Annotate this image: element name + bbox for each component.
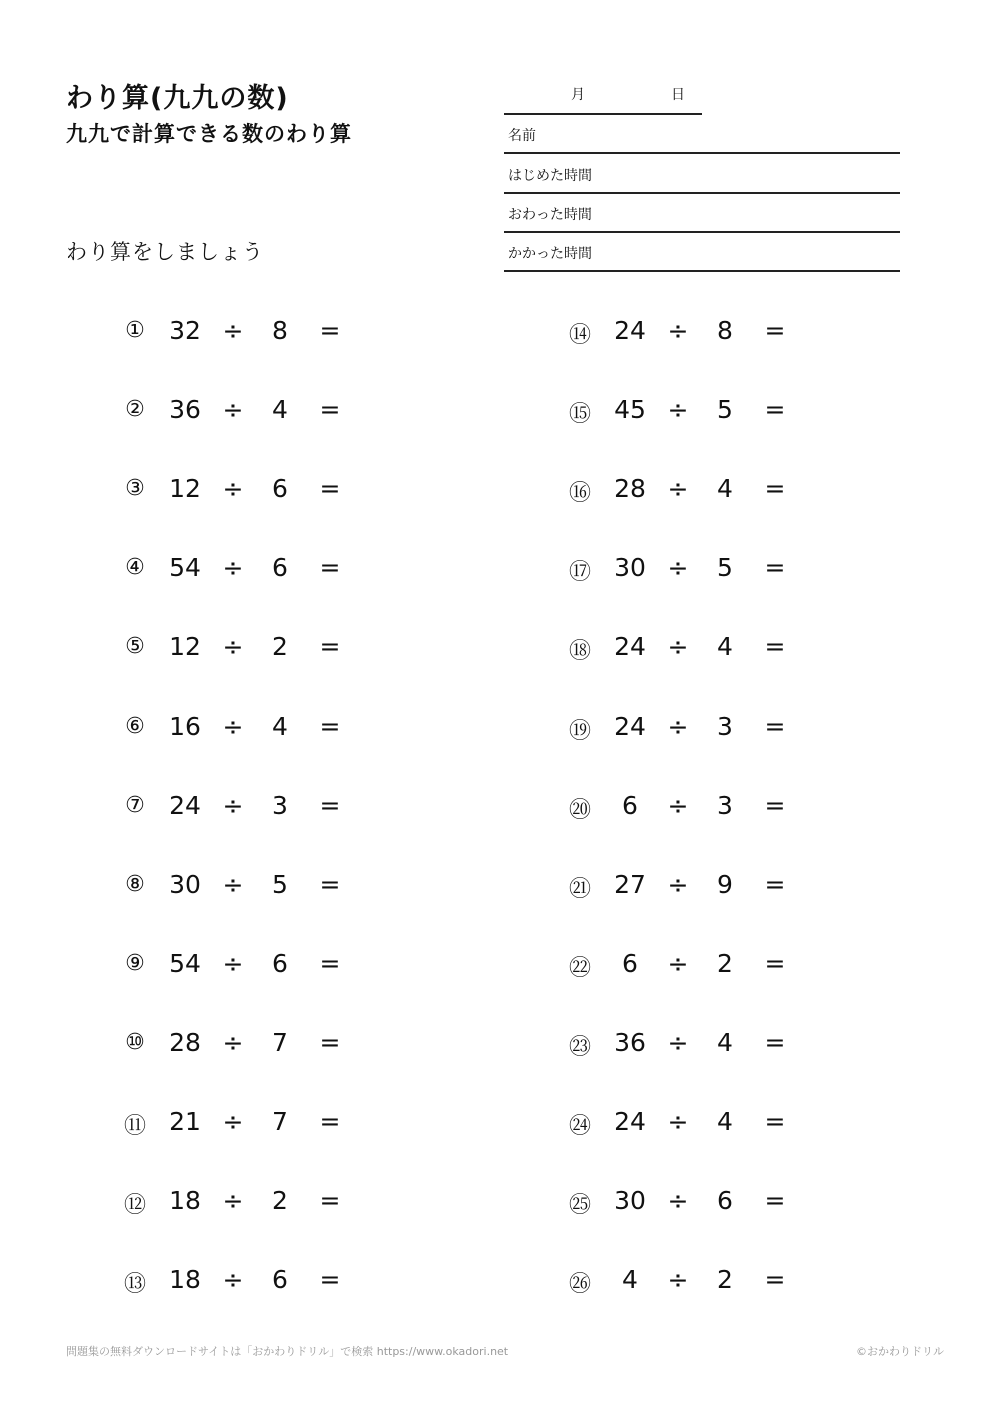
divide-sign: ÷ (222, 395, 244, 425)
elapsed-time-label: かかった時間 (508, 246, 592, 262)
problem-number: ⑦ (125, 792, 145, 818)
divisor: 2 (272, 1186, 288, 1216)
divisor: 2 (272, 632, 288, 662)
problem-number: ⑪ (123, 1114, 146, 1139)
problem-number: ⑨ (125, 950, 145, 976)
dividend: 45 (614, 395, 646, 425)
divisor: 7 (272, 1107, 288, 1136)
end-time-label: おわった時間 (508, 207, 592, 223)
dividend: 54 (169, 553, 201, 583)
dividend: 4 (622, 1265, 638, 1295)
equals-sign: = (319, 474, 341, 504)
divisor: 6 (717, 1186, 733, 1216)
equals-sign: = (764, 1107, 786, 1136)
divisor: 6 (272, 948, 288, 978)
dividend: 18 (169, 1265, 201, 1295)
divide-sign: ÷ (222, 632, 244, 662)
equals-sign: = (319, 790, 341, 820)
problem-number: ㉓ (568, 1034, 591, 1060)
equals-sign: = (319, 869, 341, 899)
problem-number: ⑳ (568, 797, 591, 823)
divisor: 4 (717, 474, 733, 504)
divide-sign: ÷ (222, 553, 244, 583)
dividend: 24 (614, 1107, 646, 1136)
problem-number: ㉒ (568, 955, 591, 981)
date-field (504, 84, 702, 115)
dividend: 30 (169, 869, 201, 899)
divisor: 5 (717, 395, 733, 425)
divide-sign: ÷ (667, 1265, 689, 1295)
month-label: 月 (571, 87, 585, 103)
dividend: 6 (622, 948, 638, 978)
divide-sign: ÷ (222, 1265, 244, 1295)
equals-sign: = (319, 632, 341, 662)
problem-number: ① (125, 318, 145, 343)
problem-number: ⑰ (568, 560, 591, 586)
divide-sign: ÷ (667, 1186, 689, 1216)
dividend: 12 (169, 632, 201, 662)
equals-sign: = (764, 1186, 786, 1216)
divisor: 6 (272, 553, 288, 583)
problem-number: ㉕ (568, 1193, 591, 1219)
divisor: 2 (717, 948, 733, 978)
divisor: 6 (272, 1265, 288, 1295)
divide-sign: ÷ (667, 632, 689, 662)
divide-sign: ÷ (222, 1186, 244, 1216)
start-time-field (504, 155, 900, 194)
divide-sign: ÷ (667, 1107, 689, 1136)
name-label: 名前 (508, 128, 536, 144)
dividend: 16 (169, 711, 201, 741)
divisor: 3 (272, 790, 288, 820)
dividend: 36 (614, 1027, 646, 1057)
problem-number: ⑭ (568, 323, 591, 348)
dividend: 24 (614, 316, 646, 345)
divide-sign: ÷ (222, 869, 244, 899)
equals-sign: = (319, 316, 341, 345)
problem-number: ④ (125, 555, 145, 581)
divide-sign: ÷ (667, 474, 689, 504)
equals-sign: = (764, 790, 786, 820)
page-title: わり算(九九の数) (66, 83, 289, 114)
equals-sign: = (319, 1107, 341, 1136)
divide-sign: ÷ (222, 1027, 244, 1057)
start-time-label: はじめた時間 (508, 168, 592, 184)
divide-sign: ÷ (667, 1027, 689, 1057)
divisor: 6 (272, 474, 288, 504)
problem-number: ㉑ (568, 876, 591, 902)
problem-number: ㉖ (568, 1272, 591, 1298)
elapsed-time-field (504, 233, 900, 272)
equals-sign: = (764, 553, 786, 583)
problem-number: ⑩ (125, 1029, 145, 1055)
equals-sign: = (764, 1027, 786, 1057)
dividend: 54 (169, 948, 201, 978)
problem-number: ⑯ (568, 481, 591, 507)
equals-sign: = (319, 711, 341, 741)
dividend: 21 (169, 1107, 201, 1136)
problem-number: ⑧ (125, 871, 145, 897)
equals-sign: = (764, 711, 786, 741)
dividend: 30 (614, 1186, 646, 1216)
divide-sign: ÷ (667, 869, 689, 899)
problem-number: ⑬ (123, 1272, 146, 1298)
equals-sign: = (319, 1027, 341, 1057)
equals-sign: = (764, 948, 786, 978)
equals-sign: = (764, 869, 786, 899)
divisor: 4 (717, 1107, 733, 1136)
divisor: 8 (717, 316, 733, 345)
dividend: 30 (614, 553, 646, 583)
instruction-text: わり算をしましょう (66, 240, 264, 264)
dividend: 24 (614, 711, 646, 741)
equals-sign: = (764, 474, 786, 504)
equals-sign: = (764, 1265, 786, 1295)
divide-sign: ÷ (667, 316, 689, 345)
problem-number: ③ (125, 476, 145, 502)
divisor: 3 (717, 790, 733, 820)
dividend: 12 (169, 474, 201, 504)
problem-number: ㉔ (568, 1114, 591, 1139)
dividend: 27 (614, 869, 646, 899)
divide-sign: ÷ (667, 553, 689, 583)
divisor: 5 (717, 553, 733, 583)
divide-sign: ÷ (222, 948, 244, 978)
equals-sign: = (319, 1265, 341, 1295)
end-time-field (504, 194, 900, 233)
dividend: 24 (614, 632, 646, 662)
equals-sign: = (319, 1186, 341, 1216)
divisor: 3 (717, 711, 733, 741)
equals-sign: = (764, 632, 786, 662)
divisor: 9 (717, 869, 733, 899)
divide-sign: ÷ (667, 790, 689, 820)
dividend: 18 (169, 1186, 201, 1216)
dividend: 6 (622, 790, 638, 820)
divisor: 2 (717, 1265, 733, 1295)
dividend: 28 (169, 1027, 201, 1057)
problem-number: ⑤ (125, 634, 145, 660)
equals-sign: = (764, 395, 786, 425)
problem-number: ⑱ (568, 639, 591, 665)
dividend: 36 (169, 395, 201, 425)
divide-sign: ÷ (222, 711, 244, 741)
divisor: 4 (272, 395, 288, 425)
divisor: 7 (272, 1027, 288, 1057)
page-subtitle: 九九で計算できる数のわり算 (66, 122, 352, 146)
divisor: 5 (272, 869, 288, 899)
divide-sign: ÷ (667, 948, 689, 978)
divide-sign: ÷ (667, 711, 689, 741)
equals-sign: = (319, 948, 341, 978)
problem-number: ⑮ (568, 402, 591, 428)
equals-sign: = (319, 553, 341, 583)
divide-sign: ÷ (222, 1107, 244, 1136)
equals-sign: = (319, 395, 341, 425)
problem-number: ⑲ (568, 718, 591, 744)
dividend: 32 (169, 316, 201, 345)
divisor: 8 (272, 316, 288, 345)
equals-sign: = (764, 316, 786, 345)
name-field (504, 115, 900, 154)
footer-copyright: ©おかわりドリル (856, 1345, 944, 1358)
problem-number: ② (125, 397, 145, 423)
divisor: 4 (717, 632, 733, 662)
problem-number: ⑥ (125, 713, 145, 739)
divide-sign: ÷ (667, 395, 689, 425)
divide-sign: ÷ (222, 474, 244, 504)
day-label: 日 (671, 87, 685, 103)
divisor: 4 (272, 711, 288, 741)
divide-sign: ÷ (222, 316, 244, 345)
problem-number: ⑫ (123, 1193, 146, 1219)
dividend: 28 (614, 474, 646, 504)
divide-sign: ÷ (222, 790, 244, 820)
footer-site-note: 問題集の無料ダウンロードサイトは「おかわりドリル」で検索 https://www.okadori.net (66, 1345, 509, 1358)
divisor: 4 (717, 1027, 733, 1057)
dividend: 24 (169, 790, 201, 820)
